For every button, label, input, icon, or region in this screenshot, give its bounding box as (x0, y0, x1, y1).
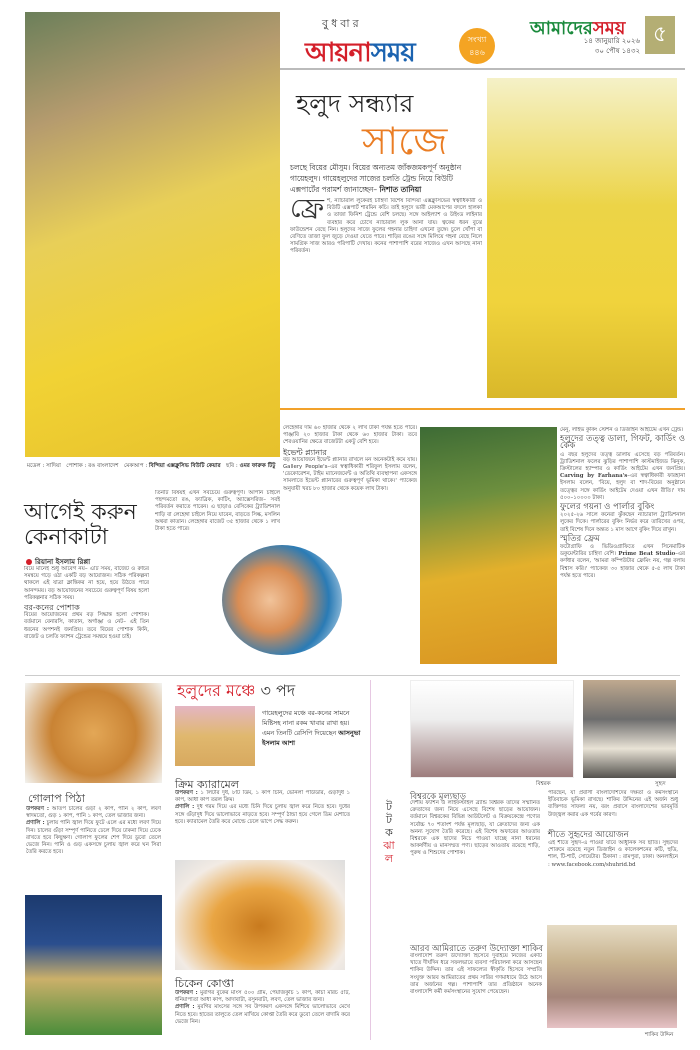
credit-dress-label: পোশাক : (66, 463, 87, 469)
recipes-author: আসনুভা ইসলাম আশা (262, 729, 361, 747)
supplement-logo-part-a: আয়না (305, 38, 371, 68)
shopping-col-3-text: লেহেঙ্গার দাম ৬০ হাজার থেকে ২ লাখ টাকা পর্যন্ত হতে পারে। পাঞ্জাবি ২০ হাজার টাকা থেকে ৬০ হাজার টাকা। তবে শেরওয়ানির ক্ষেত্রে বাজেটটা একটু বেশি হবে। (283, 425, 417, 446)
vertical-char: ট (386, 800, 392, 813)
shopping-col-1 (24, 566, 149, 676)
ingredients-label: উপকরণ : (175, 790, 198, 796)
recipe-body-golap-pitha (26, 806, 161, 891)
date-gregorian: ১৪ জানুয়ারি ২০২৬ (583, 37, 640, 45)
recipe-ingredients (175, 990, 350, 1004)
shopping-frame-body (560, 544, 685, 580)
vertical-char: ক (385, 826, 393, 839)
shopping-subhead-gifts: হলুদের তত্ত্ব ডালা, গিফট, কার্ডিং ও কেক (560, 434, 685, 452)
credit-photo-label: ছবি : (226, 463, 238, 469)
newspaper-logo-part-a: আমাদের (530, 18, 593, 39)
recipe-title-cream-caramel: ক্রিম ক্যারামেল (175, 778, 239, 791)
lead-divider (280, 408, 685, 410)
recipes-headline-red: হলুদের মঞ্চে (177, 681, 256, 700)
lead-photo-bride-closeup (487, 78, 677, 398)
recipe-body-chicken-kofta (175, 990, 350, 1040)
credit-makeup-label: মেকআপ : (123, 463, 148, 469)
news-title-shakib: আরব আমিরাতে তরুণ উদ্যোক্তা শাকিব (410, 944, 543, 954)
shopping-col-2-text: তিনটি বিষয়ই এখন সবচেয়ে গুরুত্বপূর্ণ। আপনি চাইলে পছন্দমতো রঙ, ফ্যাব্রিক, কাটিং, অ্যাক্সেসরিজ– সবই পরিবর্তন করাতে পারেন। এ ছাড়াও বেসিকের ট্র্যাডিশনাল শাড়ি বা লেহেঙ্গা চাইলে নিয়ে যাবেন, বাড়তে সিল্ক, মসলিন অথবা কাতান। লেহেঙ্গার বাজেট ৩৫ হাজার থেকে ১ লাখ টাকা হতে পারে। (155, 490, 280, 533)
credit-model-label: মডেল : (27, 463, 45, 469)
issue-number: ৪৪৬ (469, 48, 485, 57)
lead-dropcap: ফ্রে (290, 198, 325, 224)
shopping-dress-body: বিয়ের আয়োজনের প্রথম বড় সিদ্ধান্ত হলো পোশাক। বর্তমানে বেনারসি, কাতান, অর্গাঞ্জা ও নেট– এই তিন ধরনের অপশনই জনপ্রিয়। তবে বিয়ের পোশাক কিনি, বাজেট ও চলতি ফ্যাশন ট্রেন্ডের সমন্বয়ে হওয়া চাই। (24, 612, 149, 640)
news-body-suhad (548, 840, 678, 880)
photo-suhad-model (583, 680, 676, 778)
news-body-bishwarak: দেশীয় ফ্যাশন ও লাইফস্টাইল ব্র্যান্ড বিশ্বরক তাদের সম্মানিত ক্রেতাদের জন্য নিয়ে এসেছে বিশেষ ছাড়ের আয়োজন। বর্তমানে বিশ্বরকের বিভিন্ন আউটলেট ও বিক্রয়কেন্দ্রে পণ্যের সর্বোচ্চ ৭০ শতাংশ পর্যন্ত মূল্যছাড়, যা ক্রেতাদের জন্য এক অনন্য সুযোগ তৈরি করেছে। এই বিশেষ অফারের আওতায় বিশ্বরকে এক ছাদের নিচে পাওয়া যাচ্ছে নানা ধরনের আকর্ষণীয় ও মানসম্মত পণ্য। ছাড়ের আওতায় রয়েছে শাড়ি, পুরুষ ও শিশুদের পোশাক। (410, 800, 540, 857)
recipes-intro (262, 708, 362, 748)
lead-intro-text: চলছে বিয়ের মৌসুম। বিয়ের অন্যতম জাঁকজমকপূর্ণ অনুষ্ঠান গায়েহলুদ। গায়েহলুদের সাজের চলতি ট্রেন্ড নিয়ে বিউটি এক্সপার্টের পরামর্শ জানাচ্ছেন– (290, 163, 462, 194)
issue-badge (459, 28, 495, 64)
recipe-title-chicken-kofta: চিকেন কোপ্তা (175, 977, 234, 990)
ingredients-label: উপকরণ : (175, 990, 198, 996)
date-bengali: ৩০ পৌষ ১৪৩২ (594, 47, 640, 55)
frame-text: ফটোগ্রাফি ও ভিডিওগ্রাফিতে এখন সিনেমাটিক ডকুমেন্টারির চাহিদা বেশি। (560, 544, 685, 558)
page-number: ৫ (645, 16, 675, 54)
shopping-jewelry-body: ২০২৫-২৬ সালে কনেরা ঝুঁকছেন ন্যাচারাল ট্র্যাডিশনাল লুকের দিকে। পার্লারের বুকিং নির্ভর করে তারিখের ওপর, তাই বিশেষ দিনে অন্তত ১ মাস আগে বুকিং দিয়ে রাখুন। (560, 512, 685, 533)
method-label: প্রণালি : (175, 804, 195, 811)
issue-label: সংখ্যা (467, 35, 487, 44)
method-label: প্রণালি : (26, 820, 45, 827)
ingredients-text: ১ লিটার দুধ, ৮টি ডিম, ১ কাপ চিনি, ভেনিলা পাউডার, গুঁড়াদুধ ১ কাপ, আধা কাপ তরল ক্রিম। (175, 790, 350, 804)
brand-carving: Carving by Farhana's (560, 473, 628, 480)
lead-byline: নিশাত তানিয়া (379, 185, 422, 194)
photo-credits (27, 462, 282, 471)
recipe-method (175, 1004, 350, 1026)
frame-text-2: –এর কর্ণধার বলেন, 'আমরা কম্পিউটার ফ্রেমিং নয়, গল্প বলায় বিশ্বাস করি।' প্যাকেজ ৩০ হাজার থেকে ৫-৫ লাখ টাকা পর্যন্ত হতে পারে। (560, 551, 685, 579)
news-body-shakib-continued: পারছেন, যা প্রবাসী বাংলাদেশিদের দক্ষতা ও কর্মসংস্থানে ইতিবাচক ভূমিকা রাখছে। শাকিব উদ্দিনের এই অর্জন শুধু ব্যক্তিগত সাফল্য নয়, বরং প্রবাসে বাংলাদেশের ভাবমূর্তি উজ্জ্বল করার এক গর্বের কারণ। (548, 790, 678, 818)
vertical-char: ট (386, 813, 392, 826)
lead-intro (290, 162, 482, 195)
recipe-ingredients (26, 806, 161, 820)
method-text: মুরগির মাংসের সঙ্গে সব উপকরণ একসঙ্গে মিশিয়ে ভালোভাবে মেখে নিতে হবে। হাতের তালুতে তেল মাখিয়ে কোপ্তা তৈরি করে ডুবো তেলে বাদামি করে ভেজে নিন। (175, 1004, 350, 1025)
caption-shakib: শাকিব উদ্দিন (645, 1032, 674, 1038)
lead-photo-bride-yellow-saree (25, 12, 280, 457)
recipes-headline-dark: ৩ পদ (260, 681, 296, 700)
gifts-text: এ বছর হলুদের তত্ত্ব ডালায় এসেছে বড় পরিবর্তন। ট্র্যাডিশনাল ফলের ঝুড়ির পাশাপাশি কাস্টমাইজড ঝিনুক, ক্রিস্টালের হ্যাম্পার ও কার্ডিং আইটেম এখন জনপ্রিয়। (560, 451, 685, 473)
method-text: দুধ গরম দিয়ে এর মধ্যে চিনি দিয়ে চুলায় জ্বাল করে নিতে হবে। দুধের সঙ্গে গুঁড়াদুধ দিয়ে ভালোভাবে নাড়তে হবে। সম্পূর্ণ ঠান্ডা হয়ে গেলে ডিম মেশাতে হবে। ক্যারামেল তৈরি করে মোল্ডে ঢেলে ভাপে সেদ্ধ করুন। (175, 804, 350, 825)
photo-bishwarak-model (410, 680, 574, 778)
issue-dates (540, 36, 640, 56)
gifts-text-2: –এর স্বত্বাধিকারী ফারহানা ইসলাম বলেন, 'বিয়ে, হলুদ বা শাদ-বিয়ের অনুষ্ঠানে তত্ত্বের সঙ্গে কার্ডিং আইটেম দেওয়া এখন রীতি।' দাম ৫০০–১০০০০ টাকা। (560, 473, 685, 501)
weekday-label: বুধবার (322, 17, 362, 30)
lead-body-text: শ, ন্যাচারাল লুকেরই চাহিদা বিশেষ বিন্দিয়া এক্সক্লুসিভের স্বত্বাধিকারী ও বিউটি এক্সপার্ট শারমিন কচি। তাই হলুদে ভারী মেকআপের বদলে হালকা ও তাজা ফিনিশ ট্রেন্ডে বেশি চলছে। সঙ্গে আইল্যাশ ও উইংড লাইনার ব্যবহার করে চোখে ন্যাচারাল লুক আনা যায়। ত্বকের ধরন বুঝে ফাউন্ডেশন বেছে নিন। হলুদের সাজে ফুলের গহনার চাহিদা এখনো তুঙ্গে। চুলে খোঁপা বা বেণিতে তাজা ফুল জুড়ে দেওয়া যেতে পারে। শাড়ির রঙের সঙ্গে মিলিয়ে গহনা বেছে নিলে সামগ্রিক সাজ আরও পরিপাটি দেখায়। কনের পাশাপাশি বরের সাজেও এখন আসছে নানা পরিবর্তন। (290, 198, 482, 255)
caption-bishwarak: বিশ্বরক (536, 781, 551, 787)
photo-shakib-uddin (547, 925, 677, 1028)
header-divider (280, 68, 685, 70)
ingredients-label: উপকরণ : (26, 806, 50, 812)
shopping-subhead-frame: স্মৃতির ফ্রেম (560, 533, 600, 544)
newspaper-logo-part-b: সময় (592, 18, 626, 39)
recipes-intro-text: গায়েহলুদের মঞ্চে বর-কনের সামনে মিষ্টিসহ নানা রকম খাবার রাখা হয়। এমন তিনটি রেসিপি দিয়েছেন (262, 709, 350, 737)
vertical-section-title (382, 800, 396, 865)
news-title-suhad: শীতে সুহৃদের আয়োজন (548, 830, 629, 840)
section-divider (25, 675, 680, 676)
shopping-headline: আগেই করুন কেনাকাটা (24, 500, 137, 550)
news-body-shakib: বাংলাদেশি তরুণ উদ্যোক্তা হিসেবে দুবাইয়ে নিজের একটি খাতে দীর্ঘদিন ধরে সফলভাবে ব্যবসা পরিচালনা করে আসছেন শাকিব উদ্দিন। তার এই সাফল্যের স্বীকৃতি হিসেবে সম্প্রতি সংযুক্ত আরব আমিরাতের প্রথম সারির গণমাধ্যমে উঠে আসে তার অর্জনের গল্প। পাশাপাশি তার প্রতিষ্ঠানে অনেক বাংলাদেশি কর্মী কর্মসংস্থানের সুযোগ পেয়েছেন। (410, 953, 542, 996)
column-divider (370, 680, 371, 1040)
method-text: চুলায় পানি জ্বাল দিয়ে ফুটে এলে এর মধ্যে লবণ দিয়ে দিন। চালের গুঁড়া সম্পূর্ণ পানিতে ঢেলে দিয়ে ঢাকনা দিয়ে ঢেকে রাখতে হবে কিছুক্ষণ। গোলাপ ফুলের শেপ দিয়ে ডুবো তেলে ভেজে নিন। পানি ও গুড় একসঙ্গে চুলায় জ্বাল করে ঘন সিরা তৈরি করতে হবে। (26, 820, 161, 856)
suhad-text: এই শীতে সুহৃদ-এ পাওয়া যাবে আধুনিক সব ছাতি। সুহৃদের শোরুমে রয়েছে নতুন ডিজাইন ও কালেকশনের কটি, হুডি, শাল, টি-শার্ট, সোয়েটার। ঠিকানা : রামপুরা, ঢাকা। অনলাইনে : (548, 840, 678, 868)
credit-model: সাদিয়া (46, 463, 61, 469)
photo-cream-caramel (175, 860, 345, 970)
photo-recipe-author (175, 706, 255, 766)
photo-vegetable-arrangement (25, 895, 162, 1035)
shopping-intro: বিয়ে মানেই শুধু আবেগ নয়– এটি সময়, বাজেট ও রুচির সমন্বয়ে গড়ে ওঠা একটি বড় আয়োজন। সঠিক পরিকল্পনা থাকলে এই যাত্রা ক্লান্তিকর না হয়ে, হয়ে উঠতে পারে আনন্দময়। বড় আয়োজনের সবচেয়ে গুরুত্বপূর্ণ বিষয় হলো পরিকল্পনার সঠিক সময়। (24, 566, 149, 601)
byline-dot-icon (26, 559, 32, 565)
recipe-method (175, 804, 350, 826)
recipe-method (26, 820, 161, 856)
vertical-char: ল (384, 852, 394, 865)
recipe-ingredients (175, 790, 350, 804)
method-label: প্রণালি : (175, 1004, 195, 1011)
recipe-body-cream-caramel (175, 790, 350, 855)
brand-prime-beat: Prime Beat Studio (618, 551, 676, 558)
shopping-subhead-dress: বর-কনের পোশাক (24, 603, 80, 613)
lead-headline-line2: সাজে (362, 119, 448, 163)
shopping-subhead-event: ইভেন্ট প্ল্যানার (283, 447, 327, 457)
photo-golap-pitha (25, 683, 162, 783)
credit-photo: ওমর ফারুক টিটু (239, 463, 276, 469)
shopping-col-2 (155, 490, 280, 665)
suhad-facebook-link[interactable]: www.facebook.com/shuhrid.bd (551, 861, 636, 868)
shopping-subhead-jewelry: ফুলের গয়না ও পার্লার বুকিং (560, 502, 655, 513)
shopping-col-4-text: মেনু, লাইভ কুকিং স্টেশন ও ডিজাইন আইটেম এখন ট্রেন্ড। (560, 427, 684, 433)
shopping-byline-text: রিয়ানা ইসলাম রিপ্পা (35, 558, 91, 566)
shopping-col-4 (560, 427, 685, 665)
photo-bride-garland (420, 427, 557, 664)
credit-makeup: বিন্দিয়া এক্সক্লুসিভ বিউটি কেয়ার (149, 463, 221, 469)
shopping-event-body: বড় আয়োজনে ইভেন্ট প্ল্যানার রাখলে মন অনেকটাই কমে যায়। Gallery People's–এর স্বত্বাধিকারী শরিফুল ইসলাম বলেন, 'ডেকোরেশন, টাইম ম্যানেজমেন্ট ও অতিথি ব্যবস্থাপনা একসঙ্গে সামলাতে ইভেন্ট প্ল্যানারের গুরুত্বপূর্ণ ভূমিকা থাকে।' প্যাকেজ অনুযায়ী খরচ ৮০ হাজার থেকে কয়েক লাখ টাকা। (283, 456, 417, 492)
news-title-bishwarak: বিশ্বরকে মূল্যছাড় (410, 792, 466, 802)
credit-dress: রঙ বাংলাদেশ (88, 463, 119, 469)
recipe-title-golap-pitha: গোলাপ পিঠা (28, 792, 85, 805)
shopping-gifts-body (560, 452, 685, 502)
lead-body (290, 198, 482, 403)
caption-suhad: সুহৃদ (655, 781, 666, 787)
vertical-char: ঝা (383, 839, 395, 852)
recipes-headline (177, 678, 295, 705)
ingredients-text: আতপ চালের গুঁড়া ২ কাপ, পানি ২ কাপ, লবণ স্বাদমতো, গুড় ১ কাপ, পানি ১ কাপ, তেল ভাজার জন্য। (26, 806, 161, 820)
supplement-logo-part-b: সময় (370, 38, 415, 68)
ingredients-text: মুরগির বুকের মাংস ৫০০ গ্রাম, পেঁয়াজকুচি ১ কাপ, কাঁচা মরিচ ৫টি, ধনিয়াপাতা আধা কাপ, আদাবাটা, রসুনবাটা, লবণ, তেল ভাজার জন্য। (175, 990, 350, 1004)
shopping-col-3 (283, 425, 417, 665)
lead-headline-line1: হলুদ সন্ধ্যার (296, 89, 414, 118)
